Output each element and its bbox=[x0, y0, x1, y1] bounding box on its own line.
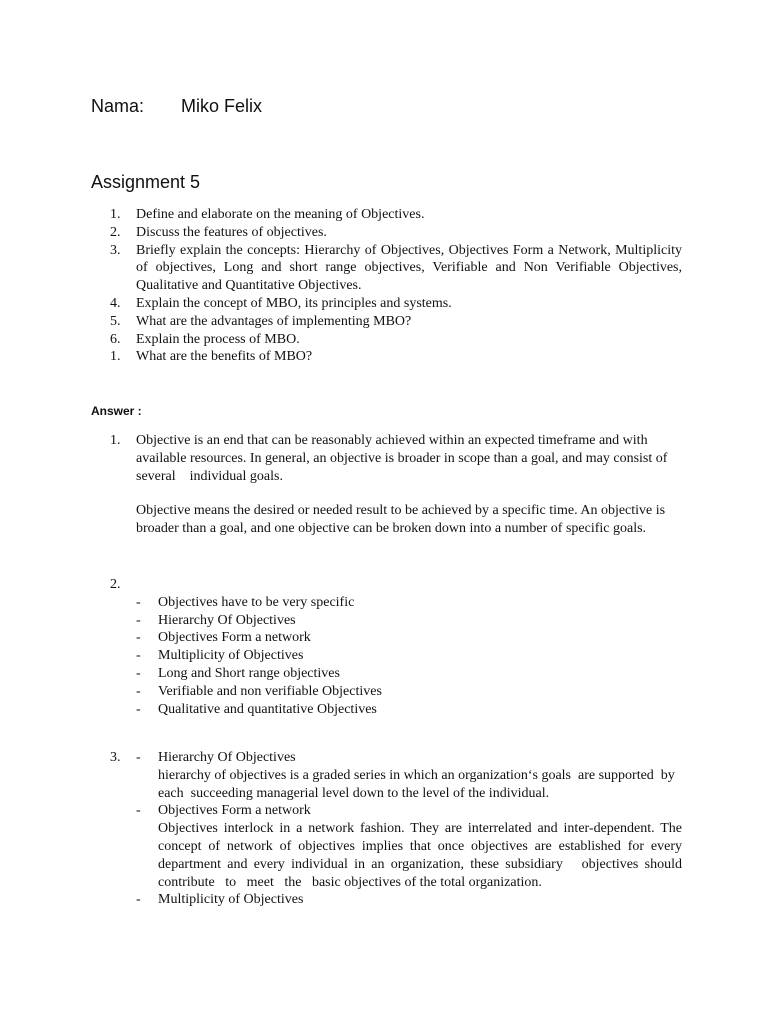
dash-bullet: - bbox=[136, 892, 141, 908]
question-number: 1. bbox=[110, 349, 121, 365]
question-item bbox=[110, 331, 682, 349]
dash-bullet: - bbox=[136, 594, 141, 610]
list-item bbox=[110, 665, 682, 683]
question-text: Define and elaborate on the meaning of Objectives. bbox=[136, 207, 425, 222]
list-item bbox=[110, 891, 682, 909]
list-item-text: Long and Short range objectives bbox=[158, 665, 340, 681]
question-number: 4. bbox=[110, 295, 121, 311]
answer-number: 2. bbox=[110, 577, 121, 592]
answer-number: 1. bbox=[110, 433, 121, 448]
assignment-title: Assignment 5 bbox=[91, 172, 201, 192]
dash-bullet: - bbox=[136, 701, 141, 717]
dash-bullet: - bbox=[136, 612, 141, 628]
question-number: 1. bbox=[110, 207, 121, 222]
question-item bbox=[110, 313, 682, 331]
question-number: 5. bbox=[110, 313, 121, 329]
question-item bbox=[110, 348, 682, 366]
question-text: Explain the concept of MBO, its principles and systems. bbox=[136, 295, 452, 311]
list-item-title: Multiplicity of Objectives bbox=[158, 892, 304, 908]
list-item-text: Hierarchy Of Objectives bbox=[158, 612, 296, 628]
answer-2-row bbox=[110, 576, 682, 594]
list-item-text: Objectives have to be very specific bbox=[158, 594, 355, 610]
list-item-text: Verifiable and non verifiable Objectives bbox=[158, 683, 382, 699]
dash-bullet: - bbox=[136, 683, 141, 699]
list-item-text: Objectives Form a network bbox=[158, 630, 311, 646]
question-list bbox=[110, 206, 682, 366]
question-text: Explain the process of MBO. bbox=[136, 331, 300, 347]
question-item bbox=[110, 242, 682, 295]
answer-1 bbox=[110, 432, 682, 538]
list-item-body: hierarchy of objectives is a graded series in which an organization‘s goals are supported by each succeeding managerial level down to the level of the individual. bbox=[158, 767, 679, 801]
answer-heading: Answer : bbox=[91, 404, 142, 418]
question-item bbox=[110, 224, 682, 242]
spacer bbox=[136, 576, 682, 594]
dash-bullet: - bbox=[136, 648, 141, 664]
question-number: 2. bbox=[110, 224, 121, 240]
answer-number: 3. bbox=[110, 750, 121, 765]
question-text: What are the advantages of implementing MBO? bbox=[136, 313, 412, 329]
dash-bullet: - bbox=[136, 665, 141, 681]
answer-1-row bbox=[110, 432, 682, 538]
question-text: Discuss the features of objectives. bbox=[136, 224, 327, 240]
answer-2 bbox=[110, 576, 682, 718]
question-text: Briefly explain the concepts: Hierarchy of Objectives, Objectives Form a Network, Multiplicity of objectives, Long and short range objectives, Verifiable and Non Verifiable Objectives, Qualitative and Quantitative Objectives. bbox=[136, 242, 682, 294]
question-number: 6. bbox=[110, 331, 121, 347]
list-item-title: Objectives Form a network bbox=[158, 803, 311, 819]
dash-bullet: - bbox=[136, 630, 141, 646]
name-label: Nama: bbox=[91, 96, 145, 116]
list-item bbox=[110, 629, 682, 647]
list-item bbox=[110, 749, 682, 767]
answer-3 bbox=[110, 749, 693, 909]
question-item bbox=[110, 206, 682, 224]
list-item bbox=[110, 594, 682, 612]
list-item bbox=[110, 802, 682, 820]
dash-bullet: - bbox=[136, 803, 141, 819]
list-item-text: Multiplicity of Objectives bbox=[158, 648, 304, 664]
student-name: Miko Felix bbox=[181, 96, 263, 116]
question-text: What are the benefits of MBO? bbox=[136, 349, 313, 365]
student-name-line bbox=[91, 96, 262, 117]
answer-1-paragraph-2: Objective means the desired or needed result to be achieved by a specific time. An objective is broader than a goal, and one objective can be broken down into a number of specific goals. bbox=[136, 503, 666, 537]
list-item bbox=[110, 647, 682, 665]
list-item bbox=[110, 612, 682, 630]
answer-1-paragraph-1: Objective is an end that can be reasonably achieved within an expected timeframe and with available resources. In general, an objective is broader in scope than a goal, and may consist of several individual goals. bbox=[136, 433, 671, 484]
question-item bbox=[110, 295, 682, 313]
question-number: 3. bbox=[110, 242, 121, 258]
list-item-text: Qualitative and quantitative Objectives bbox=[158, 701, 377, 717]
list-item bbox=[110, 683, 682, 701]
list-item bbox=[110, 701, 682, 719]
list-item-title: Hierarchy Of Objectives bbox=[158, 750, 296, 765]
list-item-body: Objectives interlock in a network fashion. They are interrelated and inter-dependent. The concept of network of objectives implies that once objectives are established for every department and every individual in an organization, these subsidiary objectives should contribute to meet the basic objectives of the total organization. bbox=[158, 821, 693, 890]
dash-bullet: - bbox=[136, 750, 141, 765]
